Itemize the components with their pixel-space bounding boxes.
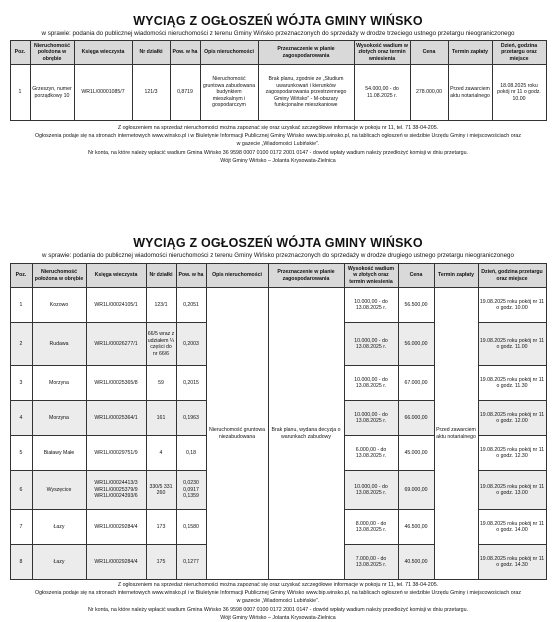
cell-pow: 0,8719 [170, 65, 200, 121]
cell-kw: WR1L/00029284/4 [86, 510, 146, 545]
header-cell: Cena [398, 264, 434, 288]
cell-wadium: 10.000,00 - do 13.08.2025 r. [344, 471, 398, 510]
table-header-row [10, 264, 546, 288]
section-title: WYCIĄG Z OGŁOSZEŃ WÓJTA GMINY WIŃSKO [133, 236, 423, 250]
cell-dzialka: 175 [146, 545, 176, 580]
cell-dzialka: 66/5 wraz z udziałem ¼ części do nr 66/6 [146, 323, 176, 366]
cell-poz: 5 [10, 436, 32, 471]
cell-pow: 0,18 [176, 436, 206, 471]
cell-dzien: 19.08.2025 roku pokój nr 11 o godz. 13.00 [478, 471, 546, 510]
cell-opis: Nieruchomość gruntowa zabudowana budynkiem mieszkalnym i gospodarczym [200, 65, 258, 121]
cell-dzialka: 123/1 [146, 288, 176, 323]
cell-cena: 46.500,00 [398, 510, 434, 545]
header-cell: Księga wieczysta [86, 264, 146, 288]
cell-dzien: 19.08.2025 roku pokój nr 11 o godz. 11.30 [478, 366, 546, 401]
note-line: w gazecie „Wiadomości Lubińskie”. [236, 141, 320, 148]
cell-kw: WR1L/00024105/1 [86, 288, 146, 323]
cell-obreb: Białawy Małe [32, 436, 86, 471]
cell-cena: 45.000,00 [398, 436, 434, 471]
property-table [10, 263, 547, 580]
cell-cena: 278.000,00 [410, 65, 448, 121]
cell-termin: Przed zawarciem aktu notarialnego [448, 65, 492, 121]
header-cell: Poz. [10, 264, 32, 288]
cell-dzien: 19.08.2025 roku pokój nr 11 o godz. 14.00 [478, 510, 546, 545]
note-line: w gazecie „Wiadomości Lubińskie”. [236, 598, 320, 605]
section-subtitle: w sprawie: podania do publicznej wiadomości nieruchomości z terenu Gminy Wińsko przeznaczonych do sprzedaży w drodze drugiego ustnego przetargu nieograniczonego [42, 252, 514, 259]
property-table [10, 40, 547, 121]
cell-przeznaczenie: Brak planu, zgodnie ze „Studium uwarunkowań i kierunków zagospodarowania przestrzennego Gminy Wińsko” - M-obszary funkcjonalne mieszkaniowe [258, 65, 354, 121]
cell-poz: 8 [10, 545, 32, 580]
cell-obreb: Łazy [32, 545, 86, 580]
cell-pow: 0,2015 [176, 366, 206, 401]
cell-pow: 0,0230 0,0917 0,1359 [176, 471, 206, 510]
header-cell: Przeznaczenie w planie zagospodarowania [258, 41, 354, 65]
header-cell: Pow. w ha [176, 264, 206, 288]
cell-cena: 69.000,00 [398, 471, 434, 510]
table-header-row [10, 41, 546, 65]
note-line: Ogłoszenia podaje się na stronach internetowych www.winsko.pl i w Biuletynie Informacji Publicznej Gminy Wińsko www.bip.winsko.pl, na tablicach ogłoszeń w siedzibie Urzędu Gminy i miejscowościach oraz [34, 133, 522, 140]
header-cell: Dzień, godzina przetargu oraz miejsce [478, 264, 546, 288]
note-line: Z ogłoszeniem na sprzedaż nieruchomości można zapoznać się oraz uzyskać szczegółowe informacje w pokoju nr 11, tel. 71 38-04-205. [117, 582, 439, 588]
cell-kw: WR1L/00025365/8 [86, 366, 146, 401]
cell-poz: 7 [10, 510, 32, 545]
cell-obreb: Łazy [32, 510, 86, 545]
header-cell: Nr działki [146, 264, 176, 288]
cell-dzien: 19.08.2025 roku pokój nr 11 o godz. 12.30 [478, 436, 546, 471]
cell-dzien: 19.08.2025 roku pokój nr 11 o godz. 14.30 [478, 545, 546, 580]
header-cell: Pow. w ha [170, 41, 200, 65]
cell-dzialka: 59 [146, 366, 176, 401]
header-cell: Nieruchomość położona w obrębie [30, 41, 74, 65]
cell-wadium: 54.000,00 - do 11.08.2025 r. [354, 65, 410, 121]
cell-poz: 3 [10, 366, 32, 401]
cell-dzialka: 4 [146, 436, 176, 471]
cell-poz: 1 [10, 288, 32, 323]
cell-obreb: Grzeszyn, numer porządkowy 10 [30, 65, 74, 121]
cell-poz: 1 [10, 65, 30, 121]
table-row [10, 288, 546, 323]
cell-poz: 2 [10, 323, 32, 366]
cell-cena: 67.000,00 [398, 366, 434, 401]
section-subtitle: w sprawie: podania do publicznej wiadomości nieruchomości z terenu Gminy Wińsko przeznaczonych do sprzedaży w drodze trzeciego ustnego przetargu nieograniczonego [41, 30, 515, 37]
cell-wadium: 10.000,00 - do 13.08.2025 r. [344, 401, 398, 436]
note-line: Nr konta, na które należy wpłacić wadium Gmina Wińsko 36 9598 0007 0100 0172 2001 0147 - dowód wpłaty wadium należy przedłożyć komisji w dniu przetargu. [87, 606, 469, 613]
header-cell: Księga wieczysta [74, 41, 132, 65]
cell-obreb: Kozowo [32, 288, 86, 323]
cell-kw: WR1L/00029284/4 [86, 545, 146, 580]
notes-block [0, 124, 556, 165]
cell-pow: 0,2003 [176, 323, 206, 366]
cell-dzien: 18.08.2025 roku pokój nr 11 o godz. 10.00 [492, 65, 546, 121]
header-cell: Opis nieruchomości [200, 41, 258, 65]
header-cell: Wysokość wadium w złotych oraz termin wniesienia [344, 264, 398, 288]
cell-kw: WR1L/00029751/9 [86, 436, 146, 471]
cell-obreb: Rudawa [32, 323, 86, 366]
cell-dzialka: 121/3 [132, 65, 170, 121]
cell-termin-merged: Przed zawarciem aktu notarialnego [434, 288, 478, 580]
cell-wadium: 10.000,00 - do 13.08.2025 r. [344, 323, 398, 366]
note-line: Nr konta, na które należy wpłacić wadium Gmina Wińsko 36 9598 0007 0100 0172 2001 0147 - dowód wpłaty wadium należy przedłożyć komisji w dniu przetargu. [87, 149, 469, 156]
cell-poz: 4 [10, 401, 32, 436]
header-cell: Termin zapłaty [434, 264, 478, 288]
note-line: Ogłoszenia podaje się na stronach internetowych www.winsko.pl i w Biuletynie Informacji Publicznej Gminy Wińsko www.bip.winsko.pl, na tablicach ogłoszeń w siedzibie Urzędu Gminy i miejscowościach oraz [34, 590, 522, 597]
cell-dzien: 19.08.2025 roku pokój nr 11 o godz. 11.00 [478, 323, 546, 366]
cell-wadium: 8.000,00 - do 13.08.2025 r. [344, 510, 398, 545]
cell-pow: 0,1277 [176, 545, 206, 580]
cell-cena: 56.000,00 [398, 323, 434, 366]
cell-pow: 0,1963 [176, 401, 206, 436]
signature-line: Wójt Gminy Wińsko – Jolanta Krysowata-Zielnica [220, 614, 336, 621]
announcement-third-auction [0, 14, 556, 165]
header-cell: Wysokość wadium w złotych oraz termin wniesienia [354, 41, 410, 65]
cell-wadium: 10.000,00 - do 13.08.2025 r. [344, 366, 398, 401]
cell-dzialka: 173 [146, 510, 176, 545]
cell-poz: 6 [10, 471, 32, 510]
cell-dzialka: 161 [146, 401, 176, 436]
cell-pow: 0,2051 [176, 288, 206, 323]
header-cell: Nieruchomość położona w obrębie [32, 264, 86, 288]
cell-dzien: 19.08.2025 roku pokój nr 11 o godz. 10.00 [478, 288, 546, 323]
cell-cena: 56.500,00 [398, 288, 434, 323]
table-row [10, 65, 546, 121]
cell-obreb: Morzyna [32, 401, 86, 436]
cell-opis-merged: Nieruchomość gruntowa niezabudowana [206, 288, 268, 580]
header-cell: Opis nieruchomości [206, 264, 268, 288]
cell-pow: 0,1580 [176, 510, 206, 545]
cell-wadium: 7.000,00 - do 13.08.2025 r. [344, 545, 398, 580]
cell-obreb: Wyszęcice [32, 471, 86, 510]
cell-cena: 66.000,00 [398, 401, 434, 436]
header-cell: Termin zapłaty [448, 41, 492, 65]
cell-wadium: 6.000,00 - do 13.08.2025 r. [344, 436, 398, 471]
cell-kw: WR1L/00001085/7 [74, 65, 132, 121]
header-cell: Przeznaczenie w planie zagospodarowania [268, 264, 344, 288]
announcement-second-auction [0, 236, 556, 622]
cell-przeznaczenie-merged: Brak planu, wydana decyzja o warunkach zabudowy [268, 288, 344, 580]
header-cell: Poz. [10, 41, 30, 65]
signature-line: Wójt Gminy Wińsko – Jolanta Krysowata-Zielnica [220, 157, 336, 164]
cell-dzialka: 330/5 331 260 [146, 471, 176, 510]
notes-block [0, 581, 556, 622]
cell-wadium: 10.000,00 - do 13.08.2025 r. [344, 288, 398, 323]
cell-kw: WR1L/00025364/1 [86, 401, 146, 436]
section-title: WYCIĄG Z OGŁOSZEŃ WÓJTA GMINY WIŃSKO [133, 14, 423, 28]
header-cell: Cena [410, 41, 448, 65]
cell-cena: 40.500,00 [398, 545, 434, 580]
header-cell: Dzień, godzina przetargu oraz miejsce [492, 41, 546, 65]
cell-obreb: Morzyna [32, 366, 86, 401]
cell-kw: WR1L/00024413/3 WR1L/00025379/9 WR1L/00024393/6 [86, 471, 146, 510]
cell-kw: WR1L/00026277/1 [86, 323, 146, 366]
note-line: Z ogłoszeniem na sprzedaż nieruchomości można zapoznać się oraz uzyskać szczegółowe informacje w pokoju nr 11, tel. 71 38-04-205. [117, 125, 439, 131]
header-cell: Nr działki [132, 41, 170, 65]
cell-dzien: 19.08.2025 roku pokój nr 11 o godz. 12.00 [478, 401, 546, 436]
